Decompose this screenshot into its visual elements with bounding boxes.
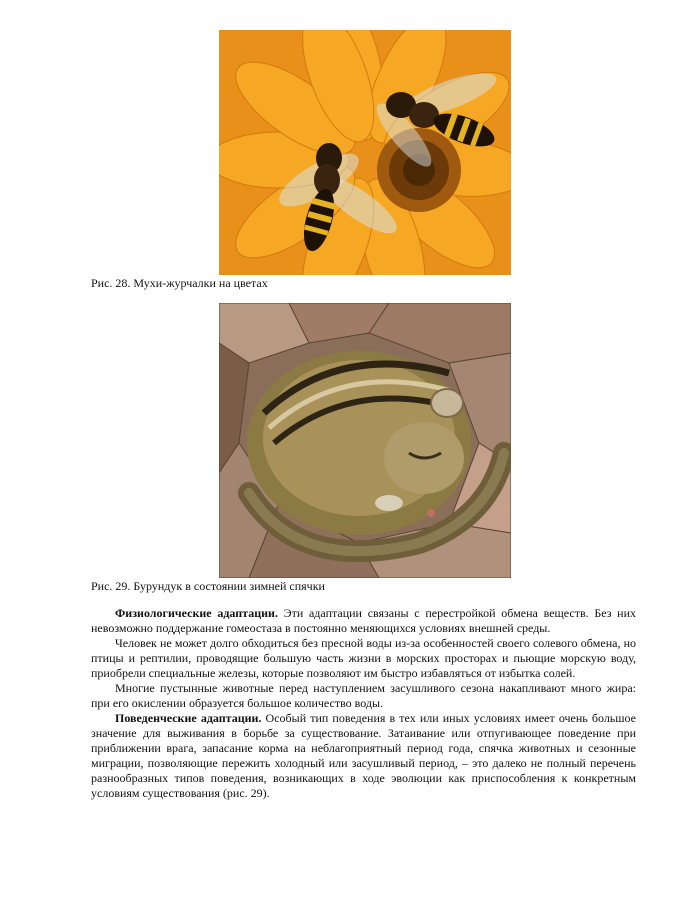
body-text — [91, 606, 636, 801]
figure-chipmunk-image — [219, 303, 511, 578]
paragraph-text: Эти адаптации связаны с перестройкой обмена веществ. Без них невозможно поддержание гомеостаза в постоянно меняющихся условиях внешней среды. — [91, 606, 636, 635]
figure-hoverflies-image — [219, 30, 511, 275]
paragraph-physiological — [91, 606, 636, 636]
paragraph-lead-behavioral: Поведенческие адаптации. — [115, 711, 262, 725]
paragraph-behavioral — [91, 711, 636, 801]
paragraph-text: Многие пустынные животные перед наступлением засушливого сезона накапливают много жира: при его окислении образуется большое количество воды. — [91, 681, 636, 710]
paragraph-desert-fat — [91, 681, 636, 711]
figure-28-caption: Рис. 28. Мухи-журчалки на цветах — [91, 276, 268, 290]
paragraph-lead-physiological: Физиологические адаптации. — [115, 606, 278, 620]
paragraph-salt-exchange — [91, 636, 636, 681]
paragraph-text: Человек не может долго обходиться без пресной воды из-за особенностей своего солевого обмена, но птицы и рептилии, проводящие большую часть жизни в морских просторах и пьющие морскую воду, приобрели специальные железы, которые позволяют им быстро избавляться от избытка солей. — [91, 636, 636, 680]
figure-29-caption: Рис. 29. Бурундук в состоянии зимней спячки — [91, 579, 325, 593]
paragraph-text: Особый тип поведения в тех или иных условиях имеет очень большое значение для выживания в борьбе за существование. Затаивание или отпугивающее поведение при приближении врага, запасание корма на неблагоприятный период года, спячка животных и сезонные миграции, позволяющие пережить холодный или засушливый период, – это далеко не полный перечень разнообразных типов поведения, возникающих в ходе эволюции как приспособления к конкретным условиям существования (рис. 29). — [91, 711, 636, 800]
